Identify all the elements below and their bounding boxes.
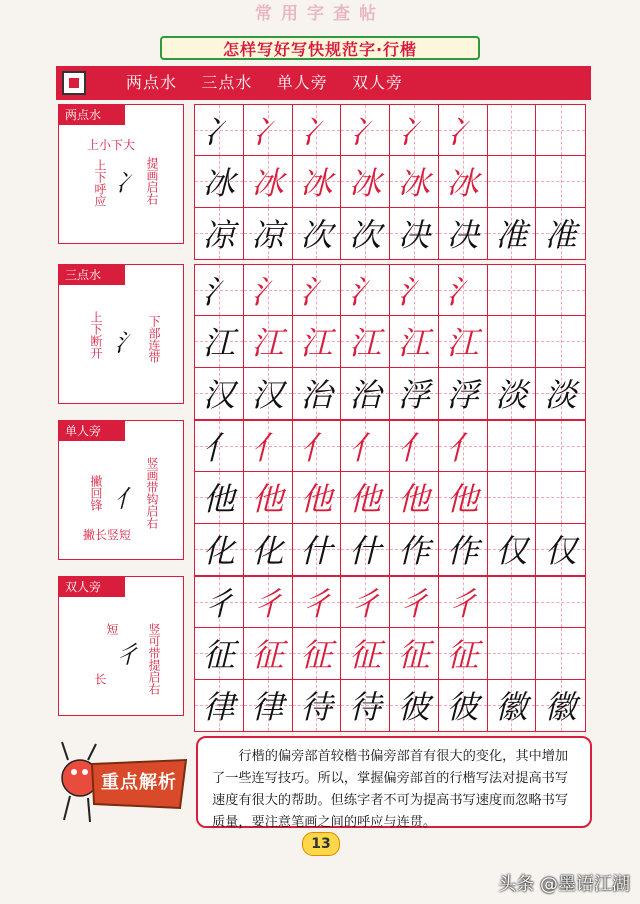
grid-cell	[536, 472, 585, 523]
grid-cell	[390, 577, 439, 628]
grid-cell	[341, 156, 390, 207]
grid-cell	[439, 208, 488, 259]
section-panel-sandianshui	[58, 264, 184, 404]
grid-cell	[536, 421, 585, 472]
grid-cell	[341, 421, 390, 472]
grid-character: 氵	[202, 273, 235, 312]
grid-cell	[536, 577, 585, 628]
grid-cell	[244, 368, 293, 419]
grid-character: 征	[446, 636, 479, 675]
grid-cell	[536, 524, 585, 575]
annotation: 下部连带	[147, 315, 161, 363]
grid-character: 律	[251, 688, 284, 727]
grid-character: 准	[544, 216, 577, 255]
grid-character: 彳	[397, 585, 430, 624]
practice-grid-shuangrenpang	[194, 576, 586, 732]
annotation: 短	[105, 623, 119, 635]
radical-sample: 冫	[115, 169, 139, 197]
grid-character: 化	[251, 532, 284, 571]
grid-cell	[293, 628, 342, 679]
notes-box	[196, 736, 592, 828]
grid-character: 彳	[300, 585, 333, 624]
section-panel-shuangrenpang	[58, 576, 184, 716]
grid-cell	[341, 577, 390, 628]
grid-cell	[195, 472, 244, 523]
grid-character: 江	[446, 324, 479, 363]
grid-cell	[536, 105, 585, 156]
key-analysis-label: 重点解析	[101, 772, 177, 793]
grid-character: 彳	[446, 585, 479, 624]
grid-cell	[488, 208, 537, 259]
grid-cell	[244, 524, 293, 575]
series-banner: 怎样写好写快规范字·行楷	[160, 36, 480, 60]
section-label: 两点水	[59, 105, 125, 125]
grid-character: 冫	[446, 113, 479, 152]
section-panel-liangdianshui	[58, 104, 184, 244]
grid-character: 冫	[202, 113, 235, 152]
radical-sample: 氵	[115, 329, 139, 357]
grid-cell	[293, 472, 342, 523]
grid-cell	[488, 105, 537, 156]
grid-character: 氵	[397, 273, 430, 312]
grid-cell	[293, 208, 342, 259]
grid-cell	[293, 316, 342, 367]
grid-character: 他	[446, 480, 479, 519]
grid-character: 决	[446, 216, 479, 255]
grid-cell	[439, 105, 488, 156]
grid-cell	[536, 680, 585, 731]
grid-cell	[244, 208, 293, 259]
grid-cell	[390, 368, 439, 419]
grid-cell	[536, 368, 585, 419]
annotation: 竖画带钩启右	[145, 457, 159, 529]
grid-cell	[244, 265, 293, 316]
grid-character: 他	[397, 480, 430, 519]
grid-cell	[195, 577, 244, 628]
annotation: 上小下大	[87, 138, 136, 152]
grid-cell	[244, 628, 293, 679]
grid-cell	[244, 316, 293, 367]
grid-character: 淡	[544, 376, 577, 415]
grid-character: 仅	[544, 532, 577, 571]
section-label: 三点水	[59, 265, 125, 285]
grid-cell	[341, 368, 390, 419]
grid-character: 他	[300, 480, 333, 519]
grid-cell	[488, 265, 537, 316]
grid-character: 冫	[251, 113, 284, 152]
grid-character: 他	[202, 480, 235, 519]
grid-character: 冰	[202, 164, 235, 203]
grid-character: 彳	[251, 585, 284, 624]
grid-cell	[439, 156, 488, 207]
grid-cell	[488, 524, 537, 575]
practice-grid-sandianshui	[194, 264, 586, 420]
grid-cell	[488, 577, 537, 628]
practice-grid-liangdianshui	[194, 104, 586, 260]
grid-cell	[341, 208, 390, 259]
grid-cell	[536, 208, 585, 259]
grid-cell	[341, 524, 390, 575]
grid-character: 化	[202, 532, 235, 571]
grid-cell	[439, 524, 488, 575]
grid-cell	[390, 680, 439, 731]
grid-cell	[195, 208, 244, 259]
grid-cell	[341, 265, 390, 316]
annotation: 撇回锋	[89, 475, 103, 511]
grid-character: 他	[251, 480, 284, 519]
grid-character: 彳	[202, 585, 235, 624]
grid-cell	[390, 421, 439, 472]
grid-character: 亻	[446, 429, 479, 468]
radical-sample: 亻	[115, 485, 139, 513]
grid-character: 作	[446, 532, 479, 571]
lesson-title: 两点水 三点水 单人旁 双人旁	[126, 73, 404, 92]
grid-cell	[293, 577, 342, 628]
grid-character: 准	[495, 216, 528, 255]
grid-character: 征	[251, 636, 284, 675]
grid-cell	[293, 524, 342, 575]
grid-cell	[244, 421, 293, 472]
grid-cell	[488, 368, 537, 419]
grid-character: 徽	[544, 688, 577, 727]
grid-cell	[195, 524, 244, 575]
grid-character: 彼	[397, 688, 430, 727]
grid-cell	[536, 156, 585, 207]
grid-cell	[390, 472, 439, 523]
grid-cell	[390, 524, 439, 575]
watermark: 头条 @墨语江湖	[498, 874, 630, 895]
grid-character: 亻	[349, 429, 382, 468]
grid-character: 江	[349, 324, 382, 363]
grid-character: 次	[300, 216, 333, 255]
annotation: 上下断开	[89, 311, 103, 359]
grid-character: 冰	[349, 164, 382, 203]
grid-cell	[439, 316, 488, 367]
grid-character: 冫	[349, 113, 382, 152]
grid-character: 他	[349, 480, 382, 519]
grid-character: 待	[300, 688, 333, 727]
grid-cell	[293, 368, 342, 419]
grid-cell	[390, 316, 439, 367]
grid-character: 律	[202, 688, 235, 727]
grid-cell	[390, 628, 439, 679]
grid-character: 氵	[349, 273, 382, 312]
grid-character: 什	[300, 532, 333, 571]
grid-character: 氵	[446, 273, 479, 312]
annotation: 竖可带提启右	[147, 623, 161, 695]
grid-cell	[293, 421, 342, 472]
annotation: 提画启右	[145, 157, 159, 205]
grid-cell	[439, 472, 488, 523]
grid-character: 氵	[251, 273, 284, 312]
radical-sample: 彳	[115, 641, 139, 669]
grid-character: 汉	[251, 376, 284, 415]
grid-cell	[244, 577, 293, 628]
grid-cell	[195, 105, 244, 156]
grid-character: 治	[349, 376, 382, 415]
annotation: 长	[93, 673, 107, 685]
lesson-header	[56, 66, 591, 100]
notes-text: 行楷的偏旁部首较楷书偏旁部首有很大的变化，其中增加了一些连写技巧。所以，掌握偏旁部首的行楷写法对提高书写速度有很大的帮助。但练字者不可为提高书写速度而忽略书写质量，要注意笔画之间的呼应与连贯。	[212, 749, 569, 830]
grid-character: 汉	[202, 376, 235, 415]
grid-character: 征	[300, 636, 333, 675]
section-label: 双人旁	[59, 577, 125, 597]
grid-cell	[195, 368, 244, 419]
grid-cell	[488, 628, 537, 679]
grid-character: 冰	[300, 164, 333, 203]
mascot-illustration	[58, 738, 188, 824]
grid-character: 亻	[397, 429, 430, 468]
square-marker-icon	[62, 71, 86, 95]
grid-cell	[293, 265, 342, 316]
page-number: 13	[302, 832, 340, 856]
grid-character: 征	[349, 636, 382, 675]
grid-character: 决	[397, 216, 430, 255]
grid-character: 江	[202, 324, 235, 363]
section-label: 单人旁	[59, 421, 125, 441]
grid-character: 江	[397, 324, 430, 363]
grid-cell	[341, 105, 390, 156]
grid-character: 冰	[251, 164, 284, 203]
grid-character: 次	[349, 216, 382, 255]
grid-cell	[293, 680, 342, 731]
grid-cell	[244, 156, 293, 207]
grid-cell	[195, 156, 244, 207]
grid-cell	[439, 421, 488, 472]
grid-cell	[536, 628, 585, 679]
grid-character: 凉	[202, 216, 235, 255]
grid-cell	[293, 105, 342, 156]
grid-character: 冰	[397, 164, 430, 203]
grid-cell	[536, 265, 585, 316]
grid-character: 浮	[446, 376, 479, 415]
grid-cell	[341, 628, 390, 679]
grid-character: 仅	[495, 532, 528, 571]
grid-cell	[293, 156, 342, 207]
grid-character: 亻	[300, 429, 333, 468]
grid-cell	[390, 208, 439, 259]
annotation: 撇长竖短	[83, 528, 132, 542]
grid-cell	[439, 628, 488, 679]
grid-cell	[341, 316, 390, 367]
section-panel-danrenpang	[58, 420, 184, 560]
grid-cell	[390, 265, 439, 316]
grid-cell	[244, 680, 293, 731]
grid-cell	[488, 156, 537, 207]
grid-cell	[244, 472, 293, 523]
grid-character: 治	[300, 376, 333, 415]
grid-cell	[341, 680, 390, 731]
practice-grid-danrenpang	[194, 420, 586, 576]
grid-character: 亻	[202, 429, 235, 468]
grid-cell	[488, 316, 537, 367]
grid-character: 冫	[300, 113, 333, 152]
grid-character: 徽	[495, 688, 528, 727]
grid-character: 淡	[495, 376, 528, 415]
grid-cell	[195, 265, 244, 316]
grid-character: 彳	[349, 585, 382, 624]
grid-cell	[341, 472, 390, 523]
grid-character: 江	[300, 324, 333, 363]
grid-cell	[439, 368, 488, 419]
grid-character: 凉	[251, 216, 284, 255]
grid-character: 浮	[397, 376, 430, 415]
grid-character: 作	[397, 532, 430, 571]
grid-character: 冰	[446, 164, 479, 203]
grid-cell	[488, 680, 537, 731]
grid-cell	[195, 421, 244, 472]
grid-cell	[195, 680, 244, 731]
grid-cell	[488, 472, 537, 523]
grid-character: 什	[349, 532, 382, 571]
grid-character: 亻	[251, 429, 284, 468]
grid-cell	[195, 628, 244, 679]
grid-cell	[390, 156, 439, 207]
book-top-title: 常用字查帖	[255, 4, 385, 24]
grid-cell	[390, 105, 439, 156]
grid-cell	[439, 577, 488, 628]
grid-character: 彼	[446, 688, 479, 727]
grid-character: 待	[349, 688, 382, 727]
grid-cell	[195, 316, 244, 367]
grid-cell	[244, 105, 293, 156]
grid-cell	[439, 680, 488, 731]
annotation: 上下呼应	[93, 159, 107, 207]
grid-cell	[488, 421, 537, 472]
grid-character: 氵	[300, 273, 333, 312]
grid-character: 冫	[397, 113, 430, 152]
grid-character: 江	[251, 324, 284, 363]
grid-cell	[536, 316, 585, 367]
grid-character: 征	[202, 636, 235, 675]
grid-cell	[439, 265, 488, 316]
grid-character: 征	[397, 636, 430, 675]
